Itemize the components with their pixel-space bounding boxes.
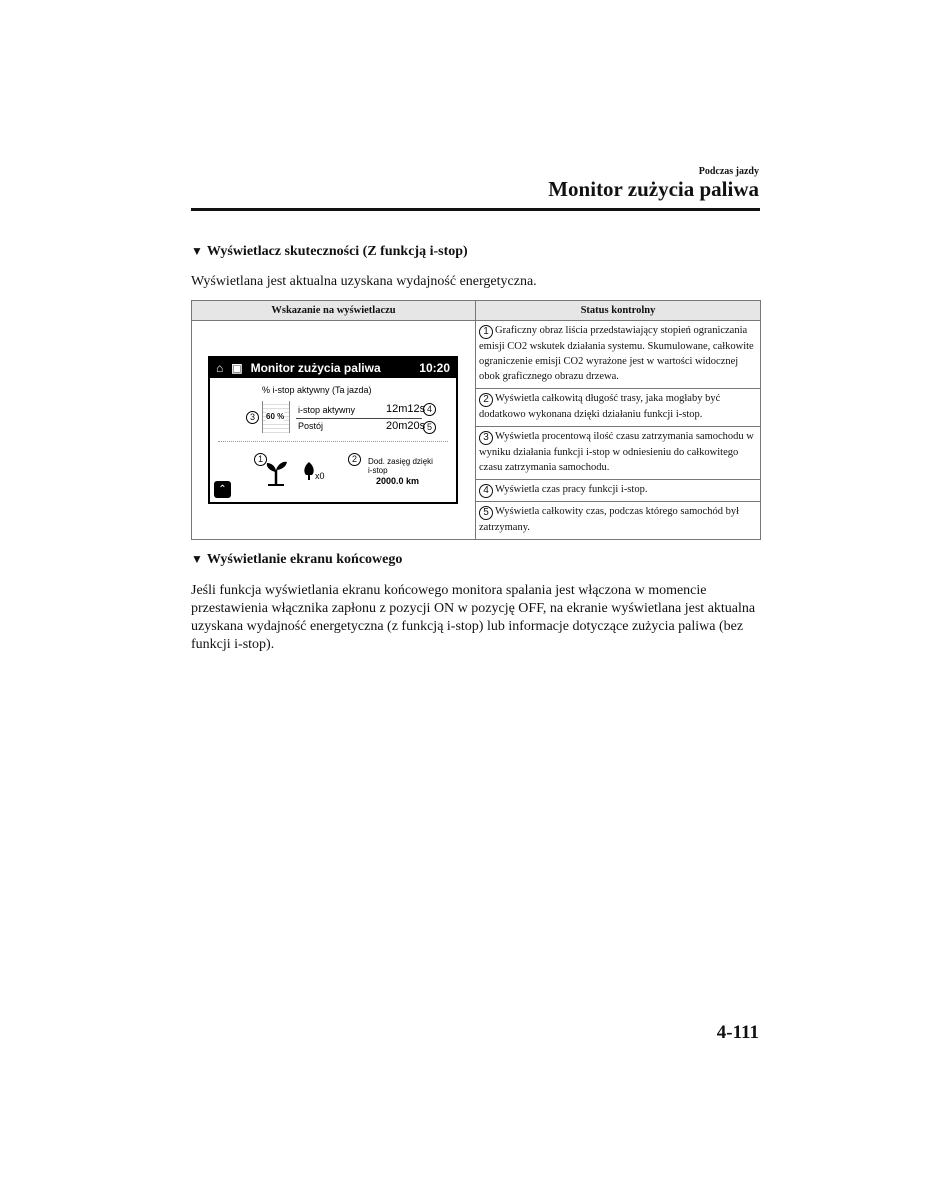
tree-count: x0 [315, 471, 325, 481]
display-time: 10:20 [419, 361, 450, 375]
extra-range-label-1: Dod. zasięg dzięki [368, 457, 433, 466]
stop-label: Postój [298, 421, 324, 431]
marker-1: 1 [254, 453, 267, 466]
column-header-display: Wskazanie na wyświetlaczu [192, 301, 476, 321]
fuel-monitor-display [208, 356, 458, 504]
number-4-icon: 4 [479, 484, 493, 498]
marker-2: 2 [348, 453, 361, 466]
status-row-1 [476, 321, 761, 389]
chevron-up-icon: ⌃ [218, 484, 227, 495]
tree-icon [302, 461, 316, 481]
end-screen-text: Jeśli funkcja wyświetlania ekranu końcowego monitora spalania jest włączona w momencie przestawienia włącznika zapłonu z pozycji ON w pozycję OFF, na ekranie wyświetlana jest aktualna uzyskana wydajność energetyczna (z funkcją i-stop) lub informacje dotyczące zużycia paliwa (bez funkcji i-stop). [191, 583, 756, 652]
display-header [210, 358, 456, 378]
status-row-4 [476, 479, 761, 501]
display-title: Monitor zużycia paliwa [250, 361, 381, 375]
gauge-value: 60 % [266, 412, 285, 421]
column-header-status: Status kontrolny [476, 301, 761, 321]
status-text-3: Wyświetla procentową ilość czasu zatrzymania samochodu w wyniku działania funkcji i-stop w odniesieniu do całkowitego czasu zatrzymania samochodu. [479, 430, 754, 473]
title-rule [191, 208, 760, 211]
subheading-end-screen [191, 552, 402, 568]
status-text-4: Wyświetla czas pracy funkcji i-stop. [495, 483, 648, 495]
number-2-icon: 2 [479, 393, 493, 407]
status-row-2 [476, 389, 761, 427]
marker-3: 3 [246, 411, 259, 424]
subheading-text: Wyświetlanie ekranu końcowego [206, 552, 403, 567]
page-title: Monitor zużycia paliwa [548, 177, 759, 201]
triangle-icon: ▼ [191, 244, 203, 258]
dotted-separator [218, 441, 448, 442]
status-text-1: Graficzny obraz liścia przedstawiający stopień ograniczania emisji CO2 wskutek działania systemu. Skumulowane, całkowite ograniczenie emisji CO2 wyrażone jest w wartości widocznej obok graficznego obrazu drzewa. [479, 325, 754, 382]
scroll-up-button[interactable] [214, 481, 231, 498]
display-illustration-cell [192, 321, 476, 540]
number-3-icon: 3 [479, 431, 493, 445]
extra-range-label-2: i-stop [368, 466, 388, 475]
triangle-icon: ▼ [191, 552, 203, 566]
subheading-display [191, 244, 468, 260]
leaf-sprout-icon [264, 458, 288, 486]
istop-label: i-stop aktywny [298, 405, 356, 415]
display-subtitle: % i-stop aktywny (Ta jazda) [262, 385, 372, 395]
marker-5: 5 [423, 421, 436, 434]
status-row-5 [476, 502, 761, 540]
status-row-3 [476, 426, 761, 479]
subheading-text: Wyświetlacz skuteczności (Z funkcją i-stop) [206, 244, 468, 259]
number-5-icon: 5 [479, 506, 493, 520]
extra-range-value: 2000.0 km [376, 476, 420, 486]
status-table [191, 300, 761, 540]
page-icon: ▣ [231, 361, 243, 375]
page-number: 4-111 [716, 1022, 759, 1043]
divider-line [296, 418, 422, 419]
intro-text: Wyświetlana jest aktualna uzyskana wydajność energetyczna. [191, 274, 537, 289]
marker-4: 4 [423, 403, 436, 416]
number-1-icon: 1 [479, 325, 493, 339]
istop-value: 12m12s [386, 403, 426, 415]
status-text-2: Wyświetla całkowitą długość trasy, jaka mogłaby być dodatkowo wykonana dzięki działaniu funkcji i-stop. [479, 393, 721, 421]
stop-value: 20m20s [386, 420, 426, 432]
home-icon: ⌂ [216, 361, 224, 375]
section-label: Podczas jazdy [698, 166, 759, 177]
status-text-5: Wyświetla całkowity czas, podczas którego samochód był zatrzymany. [479, 506, 740, 534]
